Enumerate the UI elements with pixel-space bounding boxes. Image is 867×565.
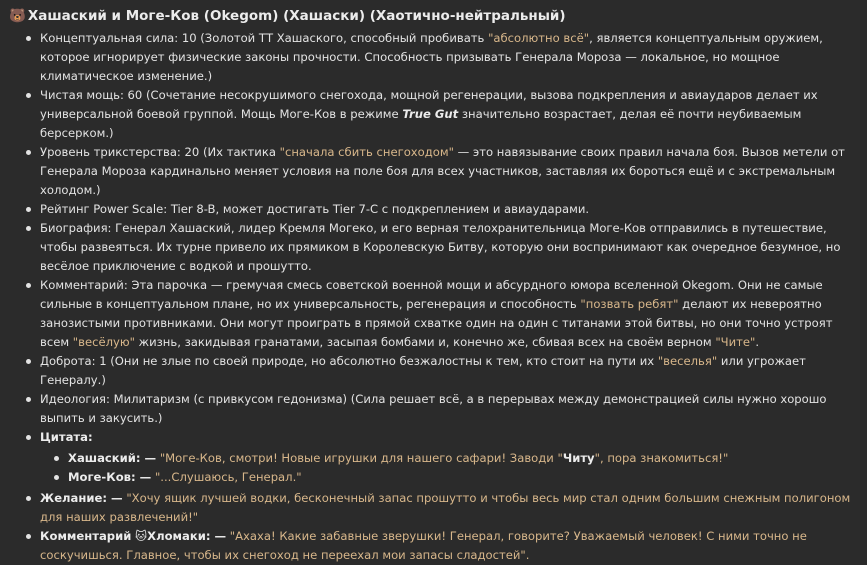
list-item-kindness bbox=[40, 352, 861, 390]
text: значительно возрастает, делая её почти неубиваемым берсерком.) bbox=[40, 107, 802, 140]
emphasis-text: True Gut bbox=[402, 107, 459, 121]
quote-label: Цитата: bbox=[40, 430, 93, 444]
text: Рейтинг Power Scale: Tier 8-B, может достигать Tier 7-C с подкреплением и авиаударами. bbox=[40, 202, 590, 216]
text: или угрожает Генералу.) bbox=[40, 354, 806, 387]
text: — это навязывание своих правил начала боя. Вызов метели от Генерала Мороза кардинально меняет условия на поле боя для всех участников, заставляя их бороться ещё и с экстремальным холодом.) bbox=[40, 145, 845, 197]
page-title bbox=[9, 7, 861, 25]
text: делают их невероятно занозистыми противниками. Они могут проиграть в прямой схватке один на один с титанами этой битвы, но они точно устроят всем bbox=[40, 297, 833, 349]
list-item-wish bbox=[40, 489, 861, 527]
list-item-concept bbox=[40, 29, 861, 86]
list-item-ideology bbox=[40, 390, 861, 428]
quote-line-mogekov bbox=[68, 468, 861, 487]
quote-text: "...Слушаюсь, Генерал." bbox=[154, 470, 302, 484]
bold-text: Читу bbox=[562, 451, 595, 465]
text: Уровень трикстерства: 20 (Их тактика bbox=[40, 145, 280, 159]
list-item-power bbox=[40, 86, 861, 143]
quote-text: "весёлую" bbox=[72, 335, 135, 349]
stats-list bbox=[9, 29, 861, 565]
quote-text: "Чите" bbox=[715, 335, 756, 349]
bear-icon: 🐻 bbox=[9, 8, 26, 24]
text: Идеология: Милитаризм (с привкусом гедонизма) (Сила решает всё, а в перерывах между демонстрацией силы нужно хорошо выпить и закусить.) bbox=[40, 392, 827, 425]
list-item-bio bbox=[40, 219, 861, 276]
list-item-rating bbox=[40, 200, 861, 219]
speaker-label: Хашаский: — bbox=[68, 451, 157, 465]
quote-text: "Хочу ящик лучшей водки, бесконечный запас прошутто и чтобы весь мир стал одним большим снежным полигоном для наших развлечений!" bbox=[40, 491, 851, 524]
quote-text: "Моге-Ков, смотри! Новые игрушки для нашего сафари! Заводи " bbox=[159, 451, 563, 465]
title-text: Хашаский и Моге-Ков (Okegom) (Хашаски) (Хаотично-нейтральный) bbox=[27, 8, 566, 24]
text: , является концептуальным оружием, которое игнорирует физические законы прочности. Способность призывать Генерала Мороза — локальное, но мощное климатическое изменение.) bbox=[40, 31, 823, 83]
list-item-khlomaki bbox=[40, 527, 861, 565]
quote-text: "Ахаха! Какие забавные зверушки! Генерал, говорите? Уважаемый человек! С ними точно не соскучишься. Главное, чтобы их снегоход не переехал мои запасы сладостей". bbox=[40, 529, 807, 562]
text: Биография: Генерал Хашаский, лидер Кремля Могеко, и его верная телохранительница Моге-Ков отправились в путешествие, чтобы развеяться. Их турне привело их прямиком в Королевскую Битву, которую они воспринимают как очередное безумное, но весёлое приключение с водкой и прошутто. bbox=[40, 221, 841, 273]
comment-label: Комментарий bbox=[40, 529, 132, 543]
comment-label-name: Хломаки: — bbox=[147, 529, 227, 543]
list-item-quote bbox=[40, 428, 861, 489]
text: Доброта: 1 (Они не злые по своей природе, но абсолютно безжалостны к тем, кто стоит на пути их bbox=[40, 354, 658, 368]
text: Концептуальная сила: 10 (Золотой ТТ Хашаского, способный пробивать bbox=[40, 31, 489, 45]
quote-text: "абсолютно всё" bbox=[488, 31, 590, 45]
text: . bbox=[755, 335, 760, 349]
quote-text: "позвать ребят" bbox=[580, 297, 679, 311]
list-item-trick bbox=[40, 143, 861, 200]
cat-icon: 🐱 bbox=[135, 529, 148, 543]
quote-line-khashasky bbox=[68, 449, 861, 468]
wish-label: Желание: — bbox=[40, 491, 123, 505]
quote-list bbox=[40, 449, 861, 487]
quote-text: "веселья" bbox=[657, 354, 718, 368]
quote-text: ", пора знакомиться!" bbox=[594, 451, 729, 465]
speaker-label: Моге-Ков: — bbox=[68, 470, 152, 484]
quote-text: "сначала сбить снегоходом" bbox=[279, 145, 454, 159]
text: жизнь, закидывая гранатами, засыпая бомбами и, конечно же, сбивая всех на своём верном bbox=[134, 335, 716, 349]
list-item-comment bbox=[40, 276, 861, 352]
text: Комментарий: Эта парочка — гремучая смесь советской военной мощи и абсурдного юмора вселенной Okegom. Они не самые сильные в концептуальном плане, но их универсальность, регенерация и способность bbox=[40, 278, 823, 311]
text: Чистая мощь: 60 (Сочетание несокрушимого снегохода, мощной регенерации, вызова подкрепления и авиаударов делает их универсальной боевой группой. Мощь Моге-Ков в режиме bbox=[40, 88, 818, 121]
